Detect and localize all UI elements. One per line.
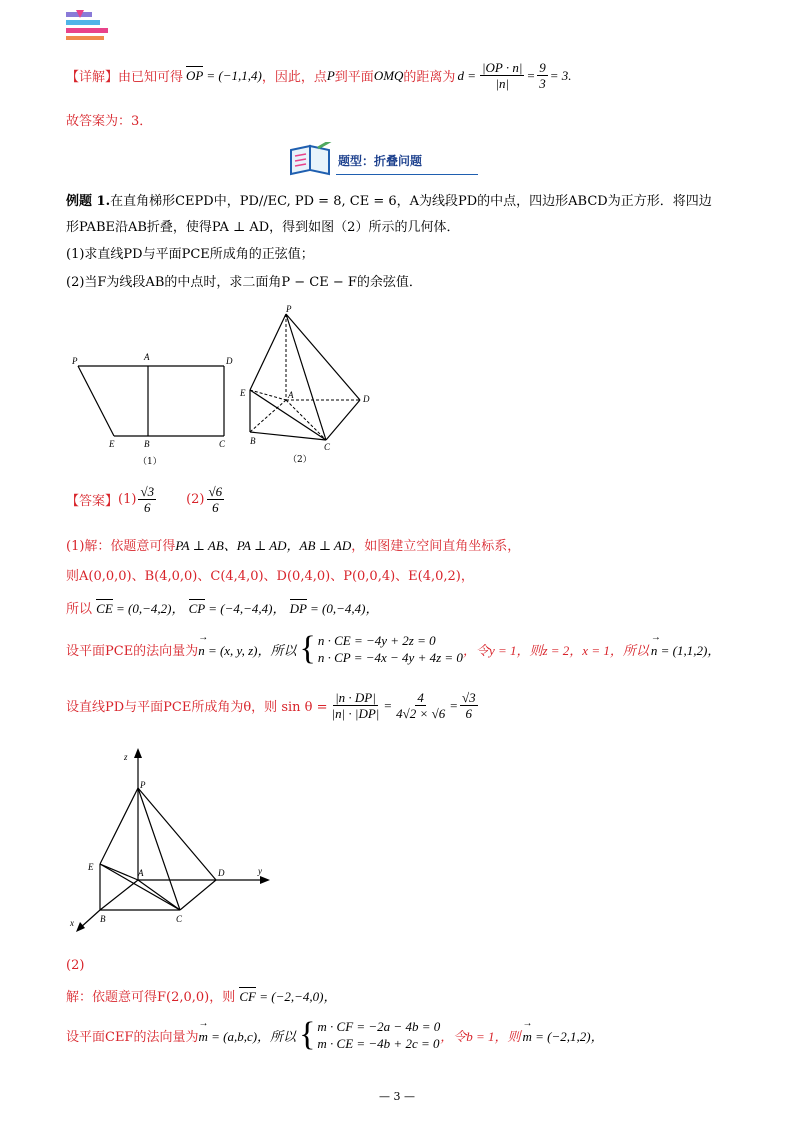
publisher-logo xyxy=(64,8,114,42)
example-line2: 形PABE沿AB折叠，使得PA ⊥ AD，得到如图（2）所示的几何体． xyxy=(66,220,460,235)
fig1-label-a: A xyxy=(144,352,150,362)
sol2-intro: 解：依题意可得F(2,0,0)，则 xyxy=(66,990,236,1005)
fig3-label-a: A xyxy=(138,868,144,878)
d-eq: d = xyxy=(457,67,476,83)
section-underline xyxy=(336,174,478,175)
figure-1-trapezoid xyxy=(66,348,246,472)
sys1-eq1: n · CE = −4y + 2z = 0 xyxy=(317,633,436,648)
sys1-eq2: n · CP = −4x − 4y + 4z = 0 xyxy=(317,650,463,665)
m-result: = (−2,1,2)， xyxy=(535,1028,604,1044)
sin-frac-num: 4 xyxy=(417,690,424,705)
op-vector: OP xyxy=(186,67,204,83)
detail-text2: ，因此，点 xyxy=(261,70,327,85)
dp-value: = (0,−4,4)， xyxy=(310,601,379,616)
sin-eq: = xyxy=(383,697,393,713)
ce-vector: CE xyxy=(96,601,113,616)
ce-value: = (0,−4,2)， xyxy=(116,601,185,616)
angle-intro: 设直线PD与平面PCE所成角为θ，则 sin θ = xyxy=(66,700,328,715)
sol1-intro: (1)解：依题意可得 xyxy=(66,539,176,554)
fig3-label-y: y xyxy=(258,866,262,876)
dist-eq-mid: = xyxy=(526,67,536,83)
fig3-label-e: E xyxy=(88,862,94,872)
answer2-den: 6 xyxy=(212,500,219,515)
fig2-caption: （2） xyxy=(288,455,312,465)
sol1-coord-text: ，如图建立空间直角坐标系， xyxy=(351,539,521,554)
dp-vector: DP xyxy=(289,601,307,616)
fig1-label-b: B xyxy=(144,439,150,449)
cp-vector: CP xyxy=(188,601,206,616)
sol2-line1 xyxy=(66,986,337,1005)
answer-part1: (1) xyxy=(118,492,137,507)
dist-numerator: |OP · n| xyxy=(481,60,523,75)
sys2-solve: ，令b = 1，则 xyxy=(440,1028,521,1044)
question-1: (1)求直线PD与平面PCE所成角的正弦值； xyxy=(66,247,314,262)
fig1-label-c: C xyxy=(219,439,226,449)
sol2-line2: 设平面CEF的法向量为 → m = (a,b,c)，所以 { m · CF = −2a − 4b = 0 m · CE = −4b + 2c = 0 ，令b = 1，则 → m = (−2,1,2)， xyxy=(66,1018,604,1052)
n-value: = (x, y, z)，所以 xyxy=(207,642,297,658)
example-text1: 在直角梯形CEPD中，PD//EC, PD = 8, CE = 6，A为线段PD的中点，四边形ABCD为正方形．将四边 xyxy=(110,194,712,209)
fig3-label-x: x xyxy=(70,918,74,928)
fig2-label-d: D xyxy=(363,394,370,404)
op-value: = (−1,1,4) xyxy=(206,67,262,83)
normal-intro: 设平面PCE的法向量为 xyxy=(66,643,199,659)
sol1-line5: 设直线PD与平面PCE所成角为θ，则 sin θ = $\frac{|n \cdot DP|}{|n| \cdot |DP|}$ = $\frac{4}{4√2 \times √6}$ = $\frac{√3}{6}$ xyxy=(66,690,476,721)
m-vector-result-label: → m xyxy=(523,1029,532,1045)
dist-result: = 3. xyxy=(549,67,572,83)
sol1-perp: PA ⊥ AB、PA ⊥ AD，AB ⊥ AD xyxy=(175,538,352,553)
detail-text4: 的距离为 xyxy=(403,70,456,85)
sol1-line3 xyxy=(66,598,378,617)
question-2: (2)当F为线段AB的中点时，求二面角P − CE − F的余弦值． xyxy=(66,275,422,290)
cf-vector: CF xyxy=(239,989,257,1004)
detail-text3: 到平面 xyxy=(334,70,374,85)
sol1-so: 所以 xyxy=(66,602,93,617)
sol1-line4: 设平面PCE的法向量为 → n = (x, y, z)，所以 { n · CE = −4y + 2z = 0 n · CP = −4x − 4y + 4z = 0 ，令y = 1，则z = 2，x = 1，所以 → n = (1,1,2)， xyxy=(66,632,720,666)
sin-num: |n · DP| xyxy=(335,690,376,705)
fig2-label-b: B xyxy=(250,436,256,446)
sys1-solve: ，令y = 1，则z = 2，x = 1，所以 xyxy=(462,642,649,658)
sin-frac-den: 4√2 × √6 xyxy=(396,706,446,721)
detail-line xyxy=(66,60,572,91)
cp-value: = (−4,−4,4)， xyxy=(208,601,286,616)
book-icon xyxy=(288,142,334,176)
fig3-label-b: B xyxy=(100,914,106,924)
dist-frac-num: 9 xyxy=(539,60,546,75)
detail-head: 【详解】 xyxy=(66,70,119,85)
sin-result-num: √3 xyxy=(461,690,476,705)
sin-den: |n| · |DP| xyxy=(331,706,380,721)
n-result: = (1,1,2)， xyxy=(660,642,721,658)
fig1-label-d: D xyxy=(226,356,233,366)
m-value: = (a,b,c)，所以 xyxy=(211,1028,297,1044)
fig3-label-c: C xyxy=(176,914,183,924)
answer-head: 【答案】 xyxy=(66,494,119,509)
answer2-num: √6 xyxy=(208,484,223,499)
fig2-label-a: A xyxy=(288,390,294,400)
fig1-caption: （1） xyxy=(138,457,162,467)
fig1-label-e: E xyxy=(109,439,115,449)
section-title: 题型：折叠问题 xyxy=(338,154,423,168)
sin-result-den: 6 xyxy=(465,706,473,721)
sol1-line1 xyxy=(66,535,520,554)
dist-frac-den: 3 xyxy=(539,76,546,91)
n-vector-result-label: → n xyxy=(651,643,658,659)
figure-2-solid xyxy=(236,304,376,468)
fig2-label-p: P xyxy=(286,304,292,314)
fig3-label-d: D xyxy=(218,868,225,878)
m-vector: → m xyxy=(198,1029,207,1045)
sys2-eq1: m · CF = −2a − 4b = 0 xyxy=(317,1019,441,1034)
dist-denominator: |n| xyxy=(495,76,510,91)
fig3-label-p: P xyxy=(140,780,146,790)
normal2-intro: 设平面CEF的法向量为 xyxy=(66,1029,199,1045)
page-number: — 3 — xyxy=(379,1090,415,1103)
fig1-label-p: P xyxy=(72,356,78,366)
cf-value: = (−2,−4,0)， xyxy=(259,989,337,1004)
answer-line: 故答案为：3． xyxy=(66,114,153,129)
figure-3-coordinate-system xyxy=(66,744,286,940)
section-header xyxy=(288,140,488,180)
sol2-label: (2) xyxy=(66,958,85,973)
answer1-den: 6 xyxy=(144,500,151,515)
point-p: P xyxy=(326,67,335,83)
example-label: 例题 1. xyxy=(66,194,111,209)
detail-text1: 由已知可得 xyxy=(118,70,184,85)
answer-part2: (2) xyxy=(186,492,205,507)
fig3-label-z: z xyxy=(124,752,128,762)
answer-row xyxy=(66,484,226,515)
answer1-num: √3 xyxy=(140,484,155,499)
n-vector: → n xyxy=(198,643,205,659)
plane-omq: OMQ xyxy=(373,67,404,83)
sol1-line2: 则A(0,0,0)、B(4,0,0)、C(4,4,0)、D(0,4,0)、P(0,0,4)、E(4,0,2)， xyxy=(66,569,474,584)
fig2-label-e: E xyxy=(240,388,246,398)
example-line1 xyxy=(66,190,712,209)
sys2-eq2: m · CE = −4b + 2c = 0 xyxy=(317,1036,440,1051)
fig2-label-c: C xyxy=(324,442,331,452)
